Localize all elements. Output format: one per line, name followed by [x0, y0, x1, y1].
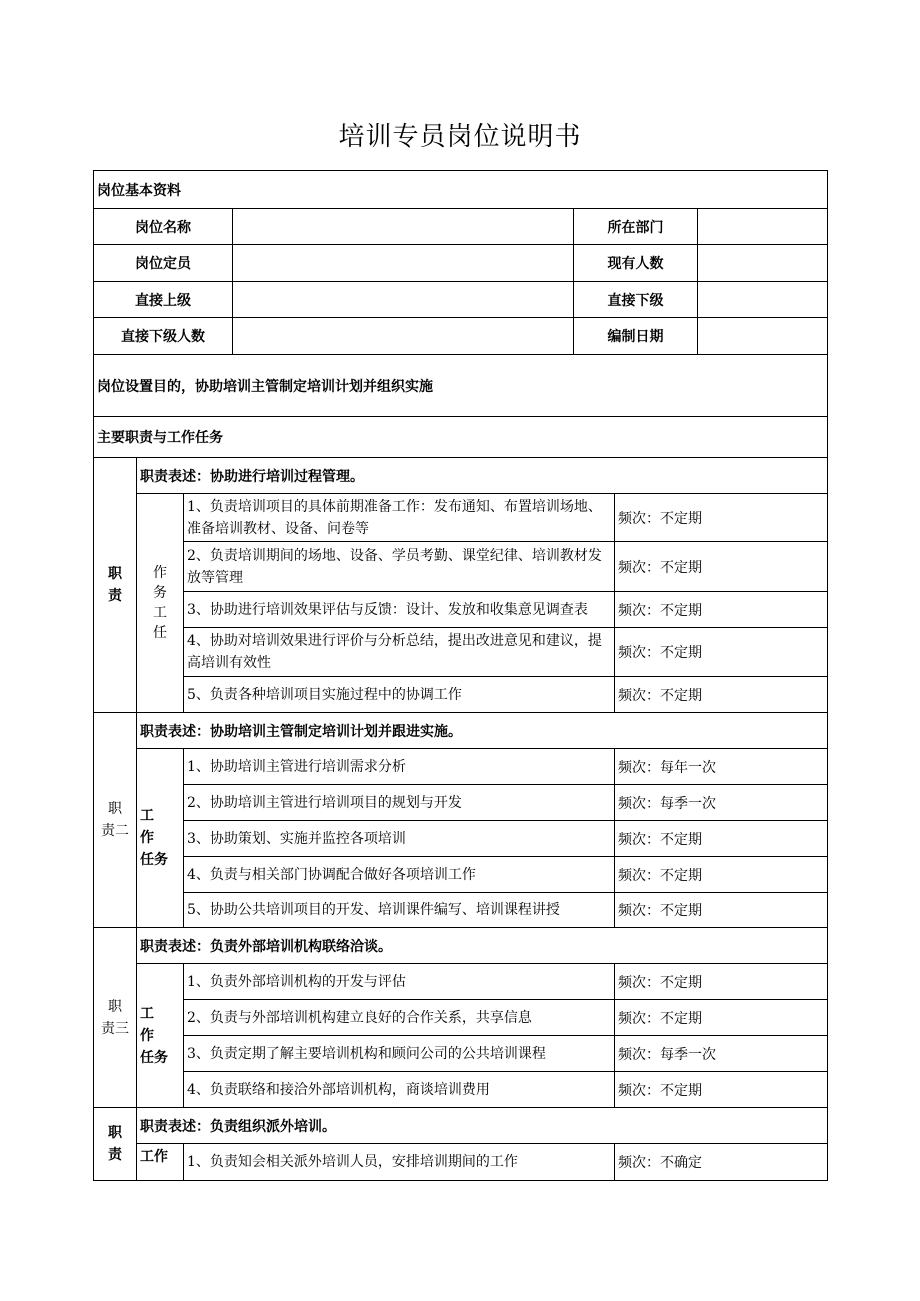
duty-label: 职 责	[94, 458, 137, 713]
task-text: 1、负责培训项目的具体前期准备工作：发布通知、布置培训场地、准备培训教材、设备、问卷等	[184, 494, 615, 542]
task-row	[94, 964, 828, 1000]
field-label: 现有人数	[574, 245, 698, 282]
field-value[interactable]	[233, 318, 574, 355]
duty-statement: 职责表述：负责组织派外培训。	[137, 1108, 828, 1144]
task-frequency: 频次：不定期	[615, 542, 828, 592]
task-text: 2、负责培训期间的场地、设备、学员考勤、课堂纪律、培训教材发放等管理	[184, 542, 615, 592]
field-label: 直接下级人数	[94, 318, 233, 355]
duty-statement: 职责表述：负责外部培训机构联络洽谈。	[137, 928, 828, 964]
duty-statement: 职责表述：协助培训主管制定培训计划并跟进实施。	[137, 713, 828, 749]
field-value[interactable]	[698, 282, 828, 318]
task-frequency: 频次：每季一次	[615, 1036, 828, 1072]
basic-info-header: 岗位基本资料	[94, 171, 828, 209]
task-row	[94, 592, 828, 628]
task-frequency: 频次：不定期	[615, 592, 828, 628]
task-frequency: 频次：不定期	[615, 494, 828, 542]
task-text: 3、负责定期了解主要培训机构和顾问公司的公共培训课程	[184, 1036, 615, 1072]
task-row	[94, 821, 828, 857]
task-frequency: 频次：不定期	[615, 964, 828, 1000]
document-title: 培训专员岗位说明书	[338, 122, 582, 152]
task-row	[94, 785, 828, 821]
job-description-table	[93, 170, 828, 1181]
task-text: 4、负责与相关部门协调配合做好各项培训工作	[184, 857, 615, 893]
duty-statement: 职责表述：协助进行培训过程管理。	[137, 458, 828, 494]
basic-row	[94, 209, 828, 245]
field-label: 直接下级	[574, 282, 698, 318]
task-row	[94, 628, 828, 677]
duties-header: 主要职责与工作任务	[94, 417, 828, 458]
task-frequency: 频次：不确定	[615, 1144, 828, 1181]
task-text: 5、协助公共培训项目的开发、培训课件编写、培训课程讲授	[184, 893, 615, 928]
task-label: 工作	[137, 1144, 184, 1181]
task-row	[94, 893, 828, 928]
field-label: 岗位定员	[94, 245, 233, 282]
task-text: 1、协助培训主管进行培训需求分析	[184, 749, 615, 785]
task-text: 4、负责联络和接洽外部培训机构，商谈培训费用	[184, 1072, 615, 1108]
task-text: 3、协助策划、实施并监控各项培训	[184, 821, 615, 857]
task-row	[94, 1036, 828, 1072]
duty-label: 职 责	[94, 1108, 137, 1181]
position-purpose: 岗位设置目的，协助培训主管制定培训计划并组织实施	[94, 355, 828, 417]
basic-row	[94, 245, 828, 282]
task-text: 4、协助对培训效果进行评价与分析总结，提出改进意见和建议，提高培训有效性	[184, 628, 615, 677]
field-value[interactable]	[698, 209, 828, 245]
field-value[interactable]	[233, 245, 574, 282]
task-text: 1、负责知会相关派外培训人员，安排培训期间的工作	[184, 1144, 615, 1181]
basic-row	[94, 318, 828, 355]
field-value[interactable]	[233, 209, 574, 245]
task-row	[94, 857, 828, 893]
task-frequency: 频次：不定期	[615, 821, 828, 857]
task-frequency: 频次：每季一次	[615, 785, 828, 821]
field-label: 直接上级	[94, 282, 233, 318]
task-frequency: 频次：每年一次	[615, 749, 828, 785]
task-text: 2、负责与外部培训机构建立良好的合作关系，共享信息	[184, 1000, 615, 1036]
field-value[interactable]	[698, 245, 828, 282]
duty-label: 职 责三	[94, 928, 137, 1108]
duty-label: 职 责二	[94, 713, 137, 928]
task-text: 5、负责各种培训项目实施过程中的协调工作	[184, 677, 615, 713]
task-frequency: 频次：不定期	[615, 628, 828, 677]
task-frequency: 频次：不定期	[615, 677, 828, 713]
task-label: 工 作 任务	[137, 964, 184, 1108]
task-text: 1、负责外部培训机构的开发与评估	[184, 964, 615, 1000]
task-row	[94, 677, 828, 713]
task-row	[94, 1072, 828, 1108]
task-row	[94, 1144, 828, 1181]
task-row	[94, 494, 828, 542]
task-frequency: 频次：不定期	[615, 893, 828, 928]
basic-row	[94, 282, 828, 318]
field-label: 所在部门	[574, 209, 698, 245]
task-row	[94, 749, 828, 785]
field-label: 编制日期	[574, 318, 698, 355]
task-text: 3、协助进行培训效果评估与反馈：设计、发放和收集意见调查表	[184, 592, 615, 628]
task-frequency: 频次：不定期	[615, 1000, 828, 1036]
field-label: 岗位名称	[94, 209, 233, 245]
task-label: 工 作 任务	[137, 749, 184, 928]
field-value[interactable]	[698, 318, 828, 355]
task-row	[94, 1000, 828, 1036]
field-value[interactable]	[233, 282, 574, 318]
task-label: 作 务 工 任	[137, 494, 184, 713]
task-frequency: 频次：不定期	[615, 1072, 828, 1108]
task-row	[94, 542, 828, 592]
task-text: 2、协助培训主管进行培训项目的规划与开发	[184, 785, 615, 821]
task-frequency: 频次：不定期	[615, 857, 828, 893]
